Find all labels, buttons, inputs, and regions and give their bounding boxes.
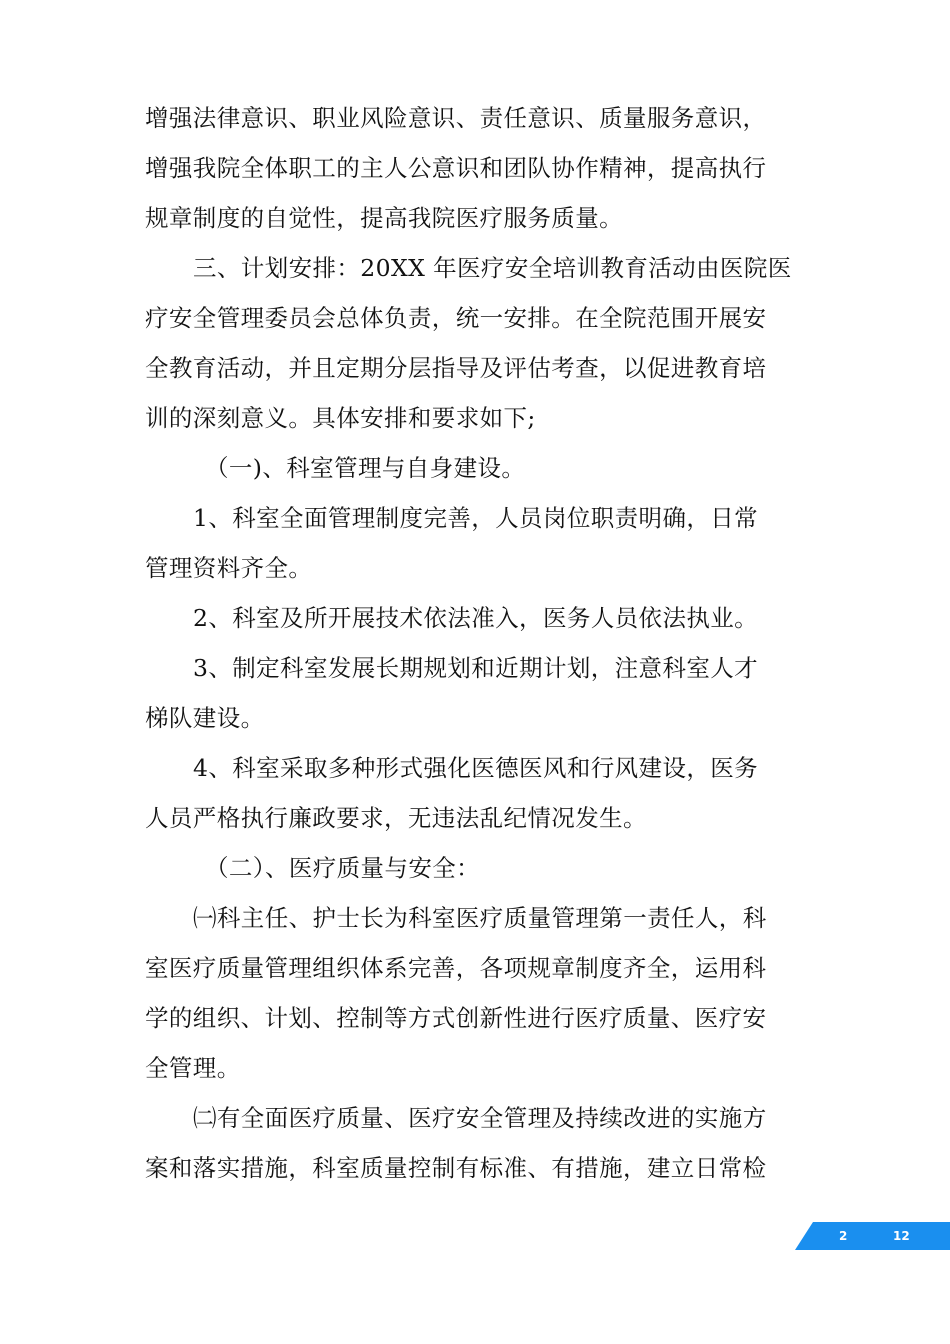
text-line: 学的组织、计划、控制等方式创新性进行医疗质量、医疗安 bbox=[145, 1004, 767, 1032]
text-line: 室医疗质量管理组织体系完善，各项规章制度齐全，运用科 bbox=[145, 954, 767, 982]
text-line: 规章制度的自觉性，提高我院医疗服务质量。 bbox=[145, 204, 623, 232]
text-line: 管理资料齐全。 bbox=[145, 554, 313, 582]
subsection-heading-1: （一)、科室管理与自身建设。 bbox=[205, 454, 526, 482]
total-pages-number: 12 bbox=[893, 1229, 910, 1243]
text-line: 人员严格执行廉政要求，无违法乱纪情况发生。 bbox=[145, 804, 647, 832]
document-body bbox=[145, 93, 810, 1193]
text-line: 增强法律意识、职业风险意识、责任意识、质量服务意识， bbox=[145, 104, 767, 132]
list-item-2: 2、科室及所开展技术依法准入，医务人员依法执业。 bbox=[193, 604, 759, 632]
text-line: 增强我院全体职工的主人公意识和团队协作精神，提高执行 bbox=[145, 154, 767, 182]
list-item-1: 1、科室全面管理制度完善，人员岗位职责明确，日常 bbox=[193, 504, 759, 532]
text-line: 梯队建设。 bbox=[145, 704, 265, 732]
subsection-heading-2: （二）、医疗质量与安全： bbox=[205, 854, 481, 882]
text-line: 疗安全管理委员会总体负责，统一安排。在全院范围开展安 bbox=[145, 304, 767, 332]
list-item-b: ㈡有全面医疗质量、医疗安全管理及持续改进的实施方 bbox=[193, 1104, 767, 1132]
page-number-badge bbox=[795, 1222, 950, 1250]
current-page-number: 2 bbox=[839, 1229, 848, 1243]
text-line: 案和落实措施，科室质量控制有标准、有措施，建立日常检 bbox=[145, 1154, 767, 1182]
section-heading-3: 三、计划安排：20XX 年医疗安全培训教育活动由医院医 bbox=[193, 254, 792, 282]
text-line: 全管理。 bbox=[145, 1054, 241, 1082]
list-item-3: 3、制定科室发展长期规划和近期计划，注意科室人才 bbox=[193, 654, 759, 682]
text-line: 全教育活动，并且定期分层指导及评估考查，以促进教育培 bbox=[145, 354, 767, 382]
list-item-4: 4、科室采取多种形式强化医德医风和行风建设，医务 bbox=[193, 754, 759, 782]
list-item-a: ㈠科主任、护士长为科室医疗质量管理第一责任人，科 bbox=[193, 904, 767, 932]
page-badge-shape bbox=[795, 1222, 950, 1250]
text-line: 训的深刻意义。具体安排和要求如下; bbox=[145, 404, 536, 432]
